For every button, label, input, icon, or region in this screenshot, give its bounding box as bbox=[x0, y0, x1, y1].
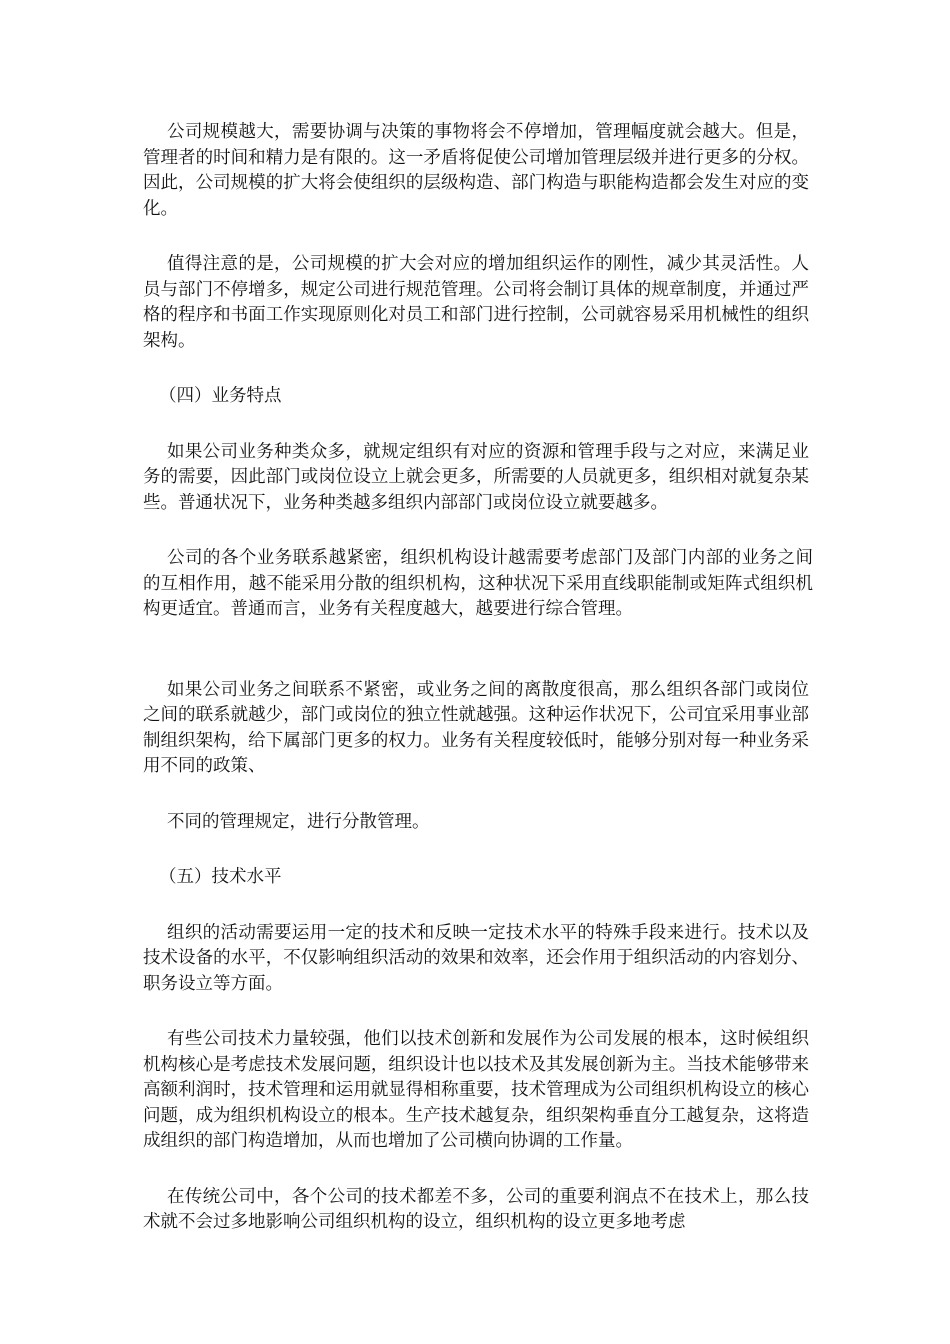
section-heading-business-features: （四）业务特点 bbox=[159, 386, 282, 406]
paragraph-technology-strength: 有些公司技术力量较强，他们以技术创新和发展作为公司发展的根本，这时候组织机构核心是考虑技术发展问题，组织设计也以技术及其发展创新为主。当技术能够带来高额利润时，技术管理和运用就显得相称重要，技术管理成为公司组织机构设立的核心问题，成为组织机构设立的根本。生产技术越复杂，组织架构垂直分工越复杂，这将造成组织的部门构造增加，从而也增加了公司横向协调的工作量。 bbox=[143, 1029, 809, 1151]
section-heading-technology-level: （五）技术水平 bbox=[159, 867, 282, 887]
paragraph-business-links: 公司的各个业务联系越紧密，组织机构设计越需要考虑部门及部门内部的业务之间的互相作用，越不能采用分散的组织机构，这种状况下采用直线职能制或矩阵式组织机构更适宜。普通而言，业务有关程度越大，越要进行综合管理。 bbox=[143, 548, 813, 619]
paragraph-traditional-companies: 在传统公司中，各个公司的技术都差不多，公司的重要利润点不在技术上，那么技术就不会过多地影响公司组织机构的设立，组织机构的设立更多地考虑 bbox=[143, 1186, 809, 1232]
paragraph-business-dispersion: 如果公司业务之间联系不紧密，或业务之间的离散度很高，那么组织各部门或岗位之间的联系就越少，部门或岗位的独立性就越强。这种运作状况下，公司宜采用事业部制组织架构，给下属部门更多的权力。业务有关程度较低时，能够分别对每一种业务采用不同的政策、 bbox=[143, 679, 809, 776]
document-body bbox=[143, 120, 813, 1266]
paragraph-business-types: 如果公司业务种类众多，就规定组织有对应的资源和管理手段与之对应，来满足业务的需要，因此部门或岗位设立上就会更多，所需要的人员就更多，组织相对就复杂某些。普通状况下，业务种类越多组织内部部门或岗位设立就要越多。 bbox=[143, 441, 809, 513]
paragraph-technology-activities: 组织的活动需要运用一定的技术和反映一定技术水平的特殊手段来进行。技术以及技术设备的水平，不仅影响组织活动的效果和效率，还会作用于组织活动的内容划分、职务设立等方面。 bbox=[143, 922, 809, 994]
paragraph-decentralized-management: 不同的管理规定，进行分散管理。 bbox=[167, 811, 430, 832]
paragraph-company-scale: 公司规模越大，需要协调与决策的事物将会不停增加，管理幅度就会越大。但是，管理者的时间和精力是有限的。这一矛盾将促使公司增加管理层级并进行更多的分权。因此，公司规模的扩大将会使组织的层级构造、部门构造与职能构造都会发生对应的变化。 bbox=[143, 122, 809, 219]
paragraph-rigidity: 值得注意的是，公司规模的扩大会对应的增加组织运作的刚性，减少其灵活性。人员与部门不停增多，规定公司进行规范管理。公司将会制订具体的规章制度，并通过严格的程序和书面工作实现原则化对员工和部门进行控制，公司就容易采用机械性的组织架构。 bbox=[143, 254, 809, 351]
